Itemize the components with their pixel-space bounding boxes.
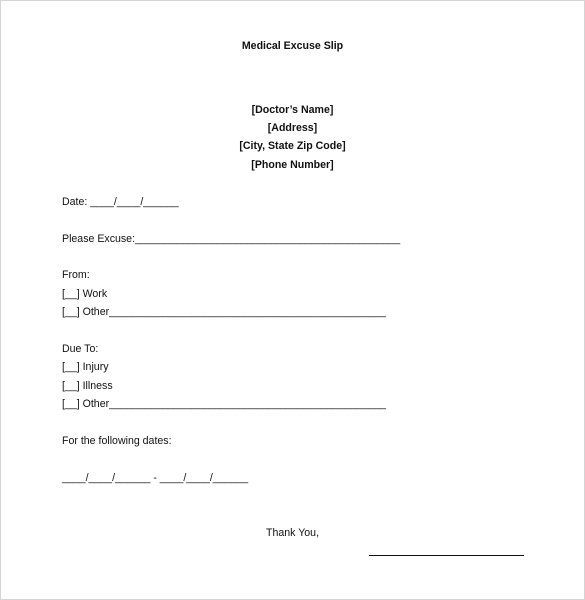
address: [Address] <box>267 122 318 134</box>
due-to-option-injury: [__] Injury <box>62 361 109 373</box>
date-range-line: ____/____/______ - ____/____/______ <box>62 472 249 484</box>
please-excuse-line: Please Excuse:_____________________________________________ <box>62 233 401 245</box>
due-to-label: Due To: <box>62 343 99 355</box>
from-option-other: [__] Other_______________________________________________ <box>62 306 387 318</box>
city-state-zip: [City, State Zip Code] <box>239 140 346 152</box>
due-to-option-illness: [__] Illness <box>62 380 113 392</box>
closing-text: Thank You, <box>266 527 320 539</box>
signature-line <box>369 555 524 556</box>
doctor-name: [Doctor’s Name] <box>251 104 334 116</box>
due-to-option-other: [__] Other_______________________________________________ <box>62 398 387 410</box>
date-line: Date: ____/____/______ <box>62 196 179 208</box>
from-label: From: <box>62 269 90 281</box>
document-title: Medical Excuse Slip <box>241 40 344 52</box>
phone-number: [Phone Number] <box>251 159 334 171</box>
following-dates-label: For the following dates: <box>62 435 172 447</box>
from-option-work: [__] Work <box>62 288 108 300</box>
